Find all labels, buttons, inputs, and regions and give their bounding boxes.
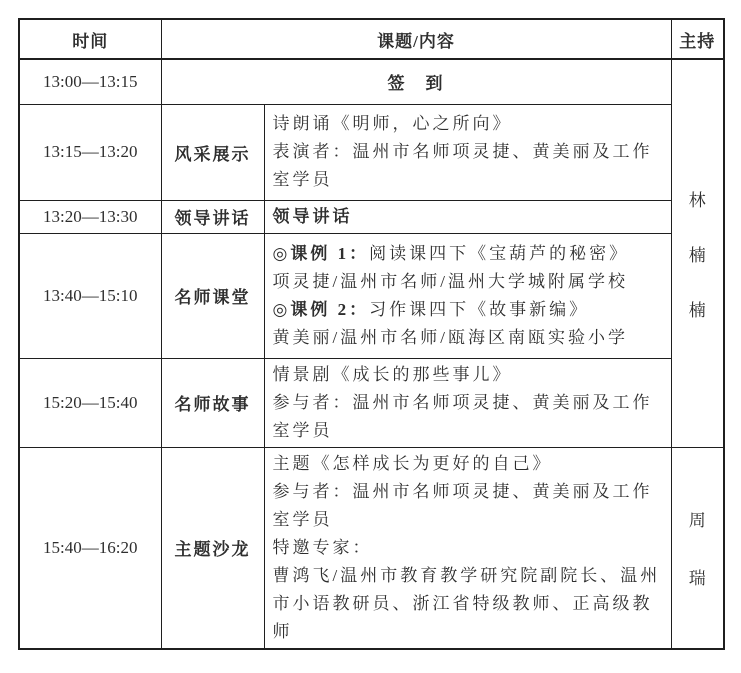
topic-cell: 主题沙龙 (161, 447, 264, 649)
content-line-text: 参与者：温州市名师项灵捷、黄美丽及工作室学员 (272, 481, 653, 529)
content-cell (264, 104, 671, 200)
host-char: 楠 (688, 245, 706, 265)
content-line (273, 450, 665, 478)
content-cell (264, 358, 671, 447)
content-line-bold: 领导讲话 (272, 206, 353, 226)
host-name-lin-nannan (673, 186, 723, 321)
content-line (273, 562, 665, 646)
table-row-class (19, 233, 724, 358)
host-char: 楠 (688, 300, 706, 320)
content-line-text: 特邀专家： (272, 537, 373, 557)
content-line-text: 诗朗诵《明师，心之所向》 (272, 114, 513, 133)
time-cell: 13:15—13:20 (19, 104, 161, 200)
content-line-text: 黄美丽/温州市名师/瓯海区南瓯实验小学 (272, 327, 628, 347)
content-cell (264, 200, 671, 233)
table-row-signin (19, 59, 724, 104)
table-row-speech (19, 200, 724, 233)
header-host: 主持 (671, 19, 724, 59)
header-time: 时间 (19, 19, 161, 59)
time-cell: 13:20—13:30 (19, 200, 161, 233)
host-char: 周 (688, 511, 706, 530)
content-line-text: 参与者：温州市名师项灵捷、黄美丽及工作室学员 (272, 392, 653, 440)
content-line-text: 情景剧《成长的那些事儿》 (272, 364, 513, 384)
content-line-bold: ◎课例 1： (272, 243, 370, 263)
content-line (273, 534, 665, 562)
table-row-show (19, 104, 724, 200)
content-line (273, 203, 665, 231)
content-line (273, 389, 665, 445)
content-line-text: 曹鸿飞/温州市教育教学研究院副院长、温州市小语教研员、浙江省特级教师、正高级教师 (272, 565, 661, 641)
time-cell: 13:40—15:10 (19, 233, 161, 358)
content-cell (264, 447, 671, 649)
content-line (273, 361, 665, 389)
content-line-text: 表演者：温州市名师项灵捷、黄美丽及工作室学员 (272, 142, 653, 189)
content-line-text: 阅读课四下《宝葫芦的秘密》 (369, 243, 630, 263)
content-line (273, 268, 665, 296)
topic-cell: 名师课堂 (161, 233, 264, 358)
topic-cell: 名师故事 (161, 358, 264, 447)
content-line (273, 478, 665, 534)
table-row-salon (19, 447, 724, 649)
content-line (273, 296, 665, 324)
header-topic-content: 课题/内容 (161, 19, 671, 59)
topic-cell: 风采展示 (161, 104, 264, 200)
content-line (273, 240, 665, 268)
content-line (273, 110, 665, 138)
host-char: 林 (688, 190, 706, 210)
content-line-text: 习作课四下《故事新编》 (369, 299, 590, 319)
content-line (273, 324, 665, 352)
content-cell (264, 233, 671, 358)
content-line-bold: ◎课例 2： (272, 299, 370, 319)
host-char: 瑞 (688, 569, 706, 588)
table-row-story (19, 358, 724, 447)
content-line (273, 138, 665, 194)
time-cell: 15:40—16:20 (19, 447, 161, 649)
schedule-page (0, 18, 741, 673)
host-cell-second (671, 447, 724, 649)
host-cell-first (671, 59, 724, 447)
content-line-text: 项灵捷/温州市名师/温州大学城附属学校 (272, 271, 628, 291)
content-line-text: 主题《怎样成长为更好的自己》 (272, 453, 553, 473)
host-name-zhou-rui (673, 506, 723, 589)
time-cell: 15:20—15:40 (19, 358, 161, 447)
topic-cell: 领导讲话 (161, 200, 264, 233)
schedule-table (18, 18, 725, 650)
table-header-row (19, 19, 724, 59)
time-cell: 13:00—13:15 (19, 59, 161, 104)
signin-cell: 签 到 (161, 59, 671, 104)
